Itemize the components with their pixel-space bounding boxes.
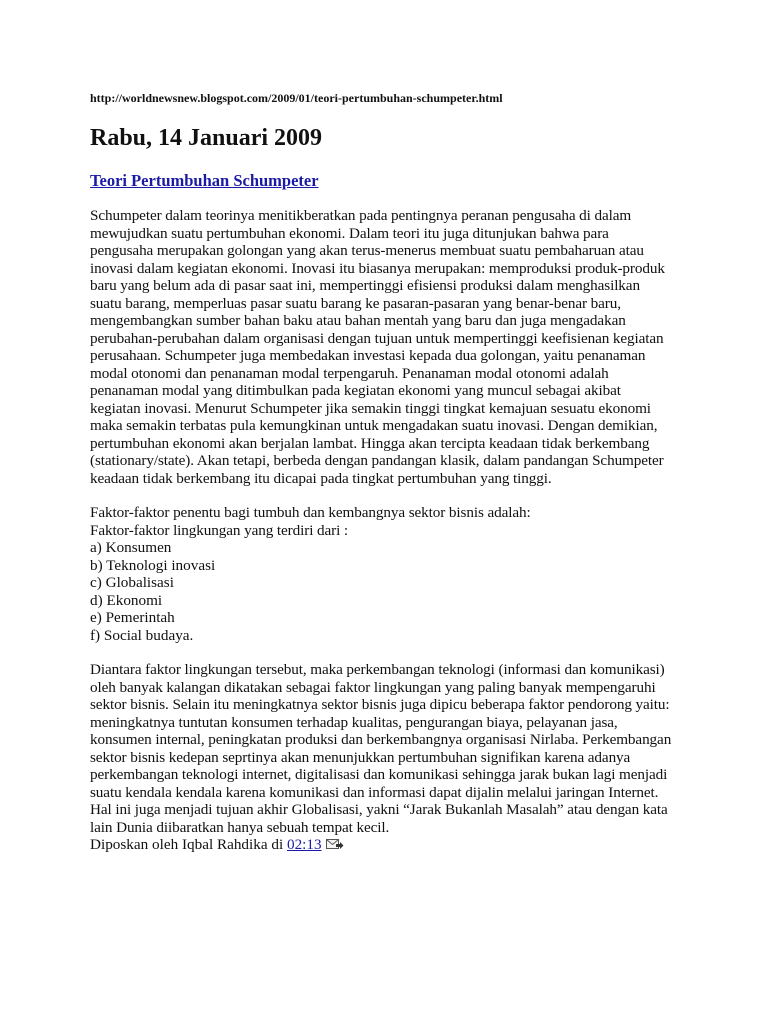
posted-by-text: Diposkan oleh Iqbal Rahdika di — [90, 836, 287, 853]
list-item: f) Social budaya. — [90, 626, 194, 644]
post-title-link[interactable]: Teori Pertumbuhan Schumpeter — [90, 171, 319, 190]
list-item: d) Ekonomi — [90, 591, 163, 609]
factors-list — [90, 539, 690, 644]
factors-intro: Faktor-faktor penentu bagi tumbuh dan kembangnya sektor bisnis adalah: — [90, 504, 531, 521]
paragraph-technology: Diantara faktor lingkungan tersebut, maka perkembangan teknologi (informasi dan komunikasi) oleh banyak kalangan dikatakan sebagai faktor lingkungan yang paling banyak mempengaruhi sektor bisnis. Selain itu meningkatnya sektor bisnis juga dipicu beberapa faktor pendorong yaitu: meningkatnya tuntutan konsumen terhadap kualitas, pengurangan biaya, pelayanan jasa, konsumen internal, peningkatan produksi dan berkembangnya organisasi Nirlaba. Perkembangan sektor bisnis kedepan seprtinya akan menunjukkan pertumbuhan signifikan karena adanya perkembangan teknologi internet, digitalisasi dan komunikasi sehingga jarak bukan lagi menjadi suatu kendala kendala karena komunikasi dan informasi dapat dijalin melalui jaringan Internet. Hal ini juga menjadi tujuan akhir Globalisasi, yakni “Jarak Bukanlah Masalah” atau dengan kata lain Dunia diibaratkan hanya sebuah tempat kecil. — [90, 661, 672, 836]
list-item: a) Konsumen — [90, 539, 172, 556]
source-url: http://worldnewsnew.blogspot.com/2009/01/teori-pertumbuhan-schumpeter.html — [90, 91, 503, 105]
list-item: e) Pemerintah — [90, 609, 175, 626]
email-post-icon[interactable] — [326, 838, 344, 851]
list-item: b) Teknologi inovasi — [90, 556, 216, 574]
list-item: c) Globalisasi — [90, 574, 174, 591]
date-header: Rabu, 14 Januari 2009 — [90, 125, 323, 151]
factors-section — [90, 504, 690, 644]
email-envelope-arrow-icon — [326, 838, 344, 851]
post-time-link[interactable]: 02:13 — [286, 836, 322, 853]
post-footer — [90, 836, 690, 854]
blog-post — [90, 90, 690, 854]
paragraph-schumpeter: Schumpeter dalam teorinya menitikberatkan pada pentingnya peranan pengusaha di dalam mewujudkan suatu pertumbuhan ekonomi. Dalam teori itu juga ditunjukan bahwa para pengusaha merupakan golongan yang akan terus-menerus membuat suatu pembaharuan atau inovasi dalam kegiatan ekonomi. Inovasi itu biasanya merupakan: memproduksi produk-produk baru yang belum ada di pasar saat ini, mempertinggi efisiensi produksi dalam menghasilkan suatu barang, memperluas pasar suatu barang ke pasaran-pasaran yang benar-benar baru, mengembangkan sumber bahan baku atau bahan mentah yang baru dan juga mengadakan perubahan-perubahan dalam organisasi dengan tujuan untuk mempertinggi keefisienan kegiatan perusahaan. Schumpeter juga membedakan investasi kepada dua golongan, yaitu penanaman modal otonomi dan penanaman modal terpengaruh. Penanaman modal otonomi adalah penanaman modal yang ditimbulkan pada kegiatan ekonomi yang muncul sebagai akibat kegiatan inovasi. Menurut Schumpeter jika semakin tinggi tingkat kemajuan sesuatu ekonomi maka semakin terbatas pula kemungkinan untuk mengadakan suatu inovasi. Dengan demikian, pertumbuhan ekonomi akan berjalan lambat. Hingga akan tercipta keadaan tidak berkembang (stationary/state). Akan tetapi, berbeda dengan pandangan klasik, dalam pandangan Schumpeter keadaan tidak berkembang itu dicapai pada tingkat pertumbuhan yang tinggi. — [90, 207, 665, 487]
factors-subintro: Faktor-faktor lingkungan yang terdiri dari : — [90, 521, 349, 539]
